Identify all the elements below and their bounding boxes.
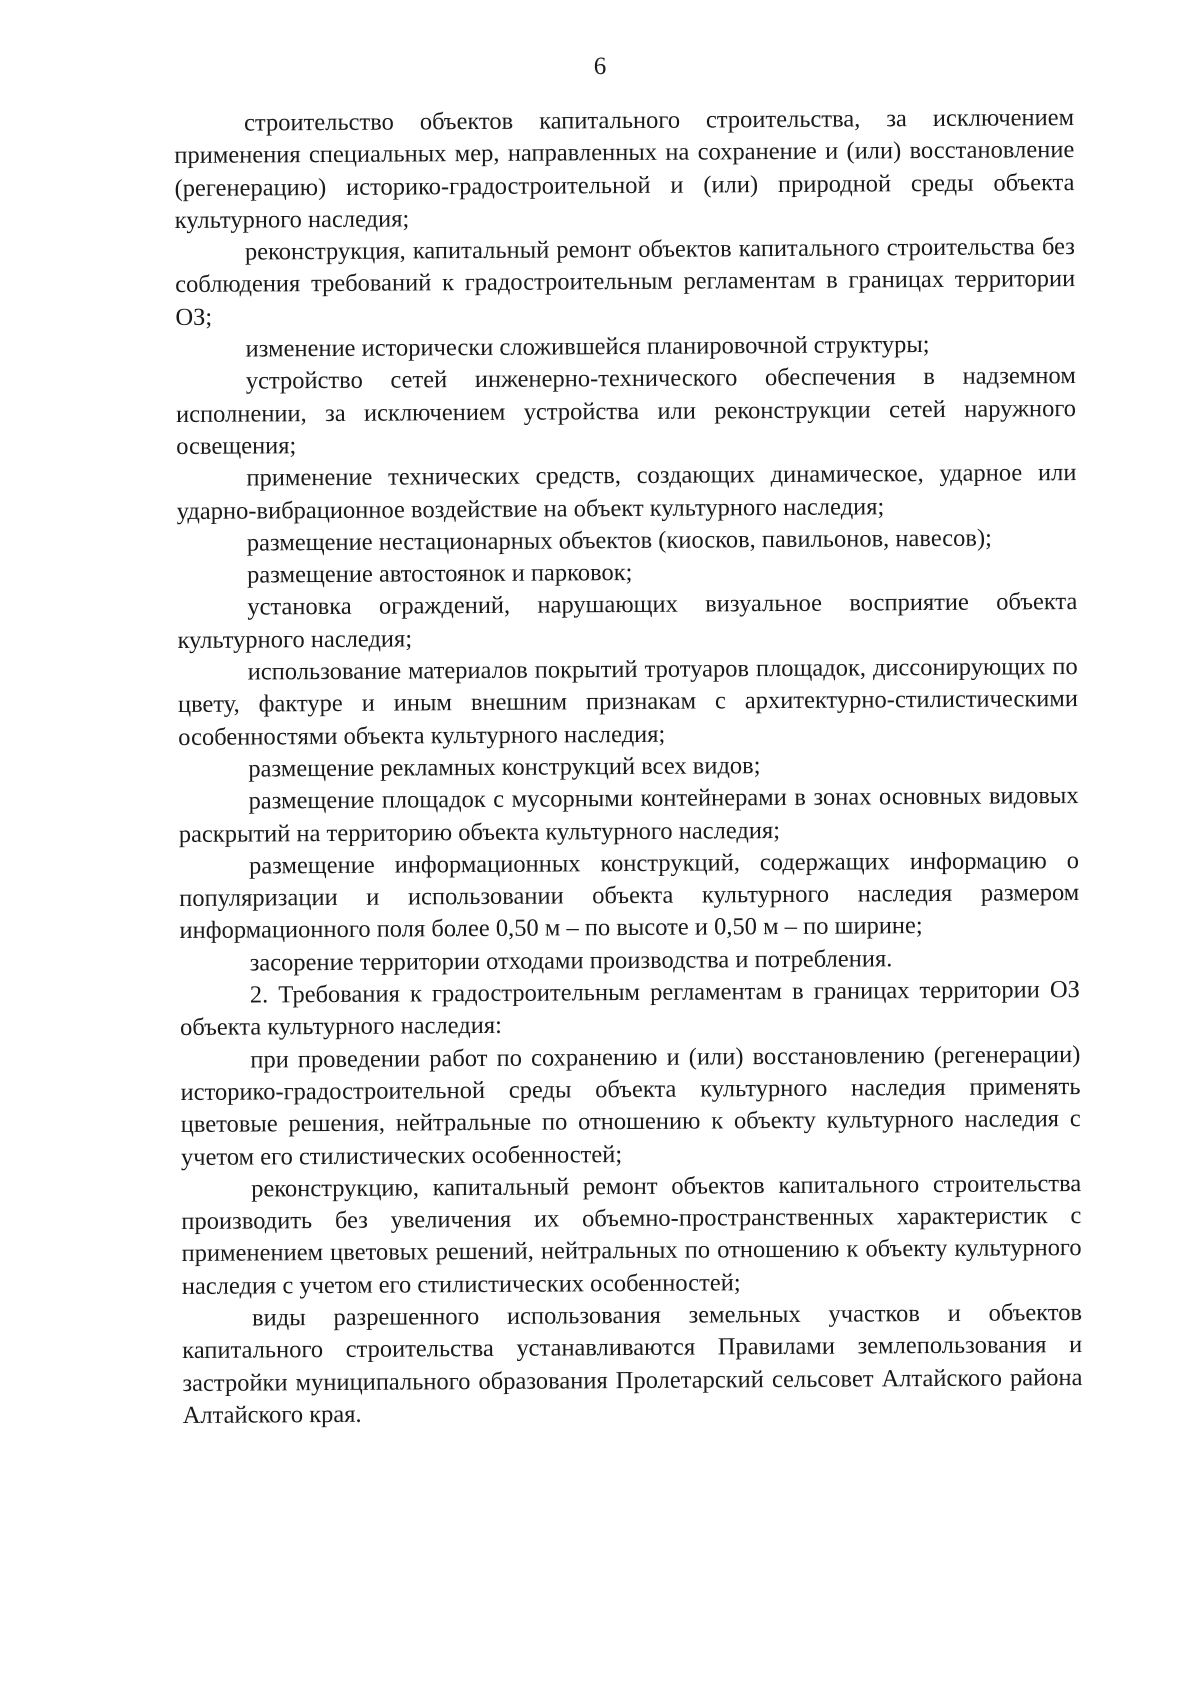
- paragraph-littering: засорение территории отходами производства и потребления.: [249, 944, 893, 977]
- paragraph-information-structures: размещение информационных конструкций, содержащих информацию о популяризации и использовании объекта культурного наследия размером информационного поля более 0,50 м – по высоте и 0,50 м – по ширине;: [179, 846, 1080, 945]
- paragraph-reconstruction: реконструкция, капитальный ремонт объектов капитального строительства без соблюдения требований к градостроительным регламентам в границах территории ОЗ;: [175, 233, 1076, 331]
- page-number: 6: [593, 53, 607, 80]
- paragraph-planning-structure: изменение исторически сложившейся планировочной структуры;: [245, 331, 930, 363]
- document-body: [174, 102, 1083, 1432]
- paragraph-non-stationary-objects: размещение нестационарных объектов (киосков, павильонов, навесов);: [246, 524, 993, 557]
- paragraph-color-solutions: при проведении работ по сохранению и (или) восстановлению (регенерации) историко-градостроительной среды объекта культурного наследия применять цветовые решения, нейтральные по отношению к объекту культурного наследия с учетом его стилистических особенностей;: [180, 1040, 1081, 1171]
- paragraph-construction-exception: строительство объектов капитального строительства, за исключением применения специальных мер, направленных на сохранение и (или) восстановление (регенерацию) историко-градостроительной и (или) природной среды объекта культурного наследия;: [174, 104, 1075, 234]
- paragraph-waste-containers: размещение площадок с мусорными контейнерами в зонах основных видовых раскрытий на территорию объекта культурного наследия;: [178, 782, 1079, 848]
- paragraph-advertising: размещение рекламных конструкций всех видов;: [248, 752, 761, 783]
- paragraph-paving-materials: использование материалов покрытий тротуаров площадок, диссонирующих по цвету, фактуре и иным внешним признакам с архитектурно-стилистическими особенностями объекта культурного наследия;: [177, 653, 1079, 751]
- paragraph-reconstruction-requirements: реконструкцию, капитальный ремонт объектов капитального строительства производить без увеличения их объемно-пространственных характеристик с применением цветовых решений, нейтральных по отношению к объекту культурного наследия с учетом его стилистических особенностей;: [181, 1169, 1082, 1300]
- section-heading-requirements: 2. Требования к градостроительным регламентам в границах территории ОЗ объекта культурного наследия:: [180, 976, 1080, 1042]
- paragraph-parking: размещение автостоянок и парковок;: [247, 559, 633, 589]
- paragraph-fences: установка ограждений, нарушающих визуальное восприятие объекта культурного наследия;: [177, 588, 1078, 654]
- paragraph-technical-means: применение технических средств, создающих динамическое, ударное или ударно-вибрационное воздействие на объект культурного наследия;: [176, 459, 1077, 525]
- paragraph-engineering-networks: устройство сетей инженерно-технического обеспечения в надземном исполнении, за исключением устройства или реконструкции сетей наружного освещения;: [175, 362, 1077, 460]
- paragraph-land-use: виды разрешенного использования земельных участков и объектов капитального строительства устанавливаются Правилами землепользования и застройки муниципального образования Пролетарский сельсовет Алтайского района Алтайского края.: [182, 1298, 1083, 1429]
